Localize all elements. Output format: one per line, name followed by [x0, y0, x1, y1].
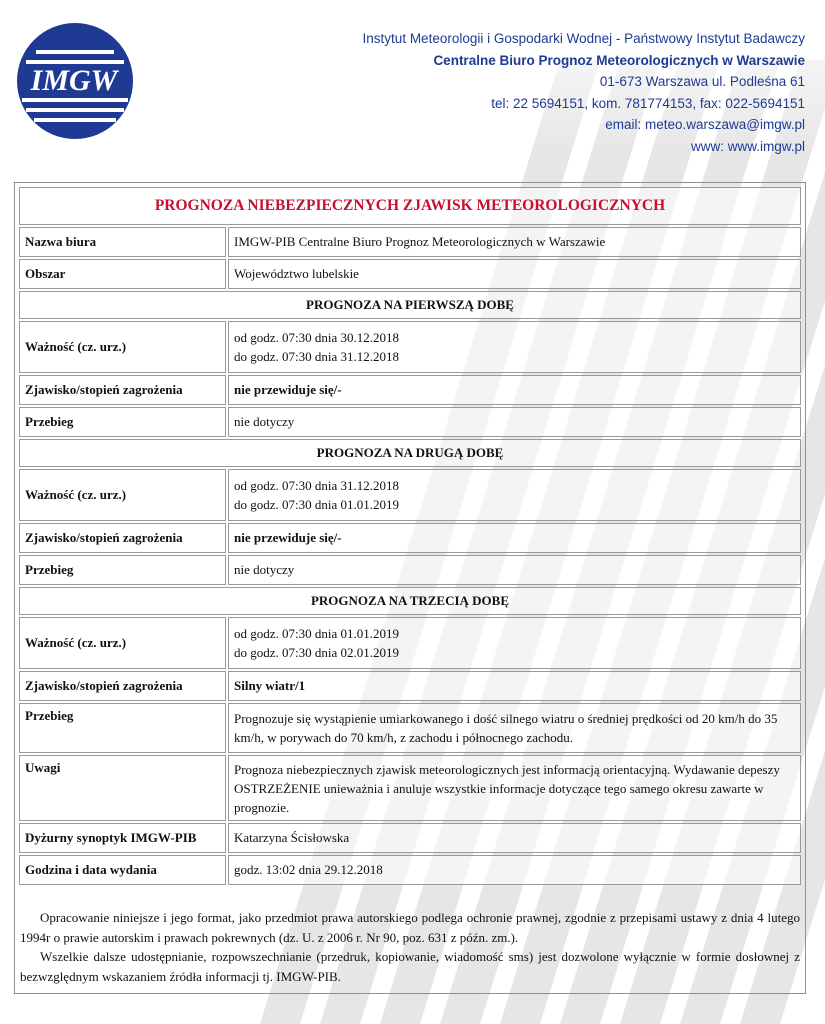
notes-value: Prognoza niebezpiecznych zjawisk meteorologicznych jest informacją orientacyjną. Wydawanie depeszy OSTRZEŻENIE unieważnia i anuluje wszystkie informacje dotyczące tego samego okresu zawarte w prognozie.	[228, 755, 801, 821]
day3-validity-label: Ważność (cz. urz.)	[19, 617, 226, 669]
day3-validity-from: od godz. 07:30 dnia 01.01.2019	[234, 626, 400, 641]
day1-course-label: Przebieg	[19, 407, 226, 437]
day3-heading: PROGNOZA NA TRZECIĄ DOBĘ	[19, 587, 801, 615]
day1-validity-to: do godz. 07:30 dnia 31.12.2018	[234, 349, 400, 364]
day1-phenomenon-label: Zjawisko/stopień zagrożenia	[19, 375, 226, 405]
svg-text:IMGW: IMGW	[30, 64, 118, 97]
office-label: Nazwa biura	[19, 227, 226, 257]
day1-phenomenon-value: nie przewiduje się/-	[228, 375, 801, 405]
day2-phenomenon-label: Zjawisko/stopień zagrożenia	[19, 523, 226, 553]
copyright-notice	[20, 908, 800, 986]
email-line: email: meteo.warszawa@imgw.pl	[605, 117, 805, 132]
issued-label: Godzina i data wydania	[19, 855, 226, 885]
day3-course-label: Przebieg	[19, 703, 226, 753]
day1-validity-label: Ważność (cz. urz.)	[19, 321, 226, 373]
day2-validity-label: Ważność (cz. urz.)	[19, 469, 226, 521]
org-name: Instytut Meteorologii i Gospodarki Wodnej - Państwowy Instytut Badawczy	[362, 31, 805, 46]
phone-line: tel: 22 5694151, kom. 781774153, fax: 022-5694151	[491, 95, 805, 111]
day3-validity-value	[228, 617, 801, 669]
day3-validity-to: do godz. 07:30 dnia 02.01.2019	[234, 645, 400, 660]
website-line: www: www.imgw.pl	[690, 138, 805, 154]
day1-course-value: nie dotyczy	[228, 407, 801, 437]
organization-info	[363, 28, 805, 157]
imgw-logo	[16, 22, 134, 140]
document-title: PROGNOZA NIEBEZPIECZNYCH ZJAWISK METEOROLOGICZNYCH	[19, 187, 801, 225]
area-value: Województwo lubelskie	[228, 259, 801, 289]
day3-course-value: Prognozuje się wystąpienie umiarkowanego i dość silnego wiatru o średniej prędkości od 20 km/h do 35 km/h, w porywach do 70 km/h, z zachodu i północnego zachodu.	[228, 703, 801, 753]
day1-validity-from: od godz. 07:30 dnia 30.12.2018	[234, 330, 400, 345]
day2-validity-to: do godz. 07:30 dnia 01.01.2019	[234, 497, 400, 512]
notes-label: Uwagi	[19, 755, 226, 821]
day2-course-label: Przebieg	[19, 555, 226, 585]
day2-heading: PROGNOZA NA DRUGĄ DOBĘ	[19, 439, 801, 467]
forecaster-value: Katarzyna Ścisłowska	[228, 823, 801, 853]
day3-phenomenon-value: Silny wiatr/1	[228, 671, 801, 701]
day2-course-value: nie dotyczy	[228, 555, 801, 585]
office-value: IMGW-PIB Centralne Biuro Prognoz Meteorologicznych w Warszawie	[228, 227, 801, 257]
distribution-paragraph: Wszelkie dalsze udostępnianie, rozpowszechnianie (przedruk, kopiowanie, wiadomość sms) jest dozwolone wyłącznie w formie dosłownej z bezwzględnym wskazaniem źródła informacji tj. IMGW-PIB.	[20, 949, 800, 984]
area-label: Obszar	[19, 259, 226, 289]
day2-validity-from: od godz. 07:30 dnia 31.12.2018	[234, 478, 400, 493]
office-name: Centralne Biuro Prognoz Meteorologicznych w Warszawie	[433, 52, 805, 68]
address: 01-673 Warszawa ul. Podleśna 61	[599, 74, 805, 89]
issued-value: godz. 13:02 dnia 29.12.2018	[228, 855, 801, 885]
day2-phenomenon-value: nie przewiduje się/-	[228, 523, 801, 553]
day1-heading: PROGNOZA NA PIERWSZĄ DOBĘ	[19, 291, 801, 319]
copyright-paragraph: Opracowanie niniejsze i jego format, jako przedmiot prawa autorskiego podlega ochronie prawnej, zgodnie z przepisami ustawy z dnia 4 lutego 1994r o prawie autorskim i prawach pokrewnych (dz. U. z 2006 r. Nr 90, poz. 631 z późn. zm.).	[20, 910, 800, 945]
forecast-table	[17, 185, 803, 887]
letterhead	[0, 0, 825, 180]
day1-validity-value	[228, 321, 801, 373]
forecaster-label: Dyżurny synoptyk IMGW-PIB	[19, 823, 226, 853]
day2-validity-value	[228, 469, 801, 521]
day3-phenomenon-label: Zjawisko/stopień zagrożenia	[19, 671, 226, 701]
